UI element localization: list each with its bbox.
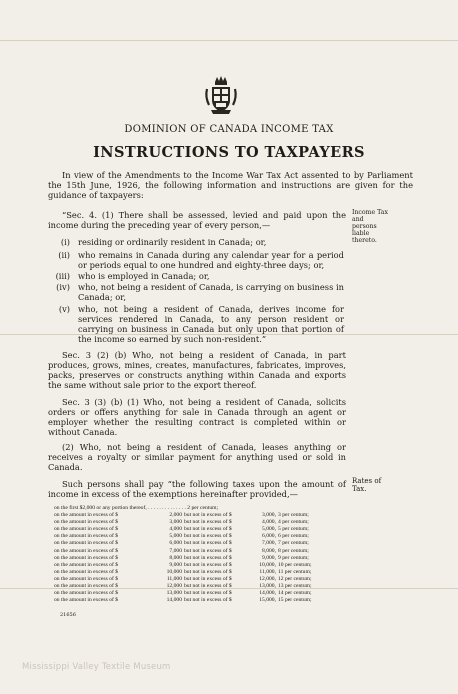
rate-to: 12,000, [259,575,276,582]
rate-from-label: on the amount in excess of $ [54,575,119,582]
rate-mid: but not in excess of $ [184,597,232,604]
margin-note-income-tax: Income Tax and persons liable thereto. [352,209,388,244]
table-row [54,597,354,604]
rate-from: 8,000 [169,554,182,561]
rate-from-label: on the amount in excess of $ [54,561,119,568]
rate-from: 3,000 [169,519,182,526]
fold-line [0,40,458,41]
rate-from-label: on the amount in excess of $ [54,583,119,590]
rate-rate: 12 per centum; [278,575,312,582]
rate-to: 8,000, [262,547,276,554]
rate-from-label: on the amount in excess of $ [54,554,119,561]
rate-from-label: on the amount in excess of $ [54,590,119,597]
rate-mid: but not in excess of $ [184,590,232,597]
rate-to: 13,000, [259,583,276,590]
rate-from: 10,000 [166,568,182,575]
table-row [54,540,354,547]
rate-from: 6,000 [169,540,182,547]
form-code: 21656 [60,612,76,618]
rate-rate: 8 per centum; [278,547,309,554]
rate-mid: but not in excess of $ [184,575,232,582]
dominion-heading: DOMINION OF CANADA INCOME TAX [124,124,334,135]
rate-rate: 5 per centum; [278,526,309,533]
rate-rate: 7 per centum; [278,540,309,547]
rate-from-label: on the amount in excess of $ [54,547,119,554]
taxes-paragraph: Such persons shall pay “the following taxes upon the amount of income in excess of the exemptions hereinafter provided,— [48,479,346,500]
rate-from-label: on the amount in excess of $ [54,533,119,540]
rate-rate: 13 per centum; [278,583,312,590]
rate-from-label: on the amount in excess of $ [54,568,119,575]
rate-from: 4,000 [169,526,182,533]
table-row [54,576,354,583]
rate-mid: but not in excess of $ [184,512,232,519]
rate-to: 14,000, [259,590,276,597]
rate-to: 15,000, [259,597,276,604]
rate-rate: 10 per centum; [278,561,312,568]
rate-mid: but not in excess of $ [184,568,232,575]
rate-mid: but not in excess of $ [184,583,232,590]
rate-to: 7,000, [262,540,276,547]
canada-coat-of-arms-icon [203,75,239,115]
rate-rate: 15 per centum; [278,597,312,604]
rate-mid: but not in excess of $ [184,540,232,547]
margin-note-rates: Rates of Tax. [352,477,382,493]
rate-from: 5,000 [169,533,182,540]
rate-mid: but not in excess of $ [184,554,232,561]
sec3-3b2-paragraph: (2) Who, not being a resident of Canada, leases anything or receives a royalty or similar payment for anything used or sold in Canada. [48,442,346,473]
rate-mid: but not in excess of $ [184,519,232,526]
page-title: INSTRUCTIONS TO TAXPAYERS [93,144,365,161]
rates-first-line: on the first $2,000 or any portion thereof, . . . . . . . . . . . . . . 2 per centum; [54,505,219,511]
rate-from: 2,000 [169,512,182,519]
rate-to: 11,000, [259,568,276,575]
rate-to: 9,000, [262,554,276,561]
rate-to: 6,000, [262,533,276,540]
list-item: (i) residing or ordinarily resident in Canada; or, [60,237,267,247]
rate-mid: but not in excess of $ [184,547,232,554]
rate-rate: 6 per centum; [278,533,309,540]
table-row [54,569,354,576]
rate-from: 12,000 [166,583,182,590]
sec3-3b1-paragraph: Sec. 3 (3) (b) (1) Who, not being a resident of Canada, solicits orders or offers anything for sale in Canada through an agent or employer whether the resulting contract is completed within or without Canada. [48,397,346,438]
list-item: (iii) who is employed in Canada; or, [55,271,210,281]
rate-rate: 11 per centum; [278,568,312,575]
rate-rate: 14 per centum; [278,590,312,597]
list-item: (iv) who, not being a resident of Canada, is carrying on business in Canada; or, [56,282,344,303]
rate-from: 11,000 [166,575,182,582]
rate-from-label: on the amount in excess of $ [54,512,119,519]
sec3-2b-paragraph: Sec. 3 (2) (b) Who, not being a resident of Canada, in part produces, grows, mines, creates, manufactures, fabricates, improves, packs, preserves or constructs anything within Canada and exports the same without sale prior to the export thereof. [48,350,346,391]
rate-rate: 4 per centum; [278,519,309,526]
rate-to: 5,000, [262,526,276,533]
rate-from-label: on the amount in excess of $ [54,519,119,526]
list-item: (v) who, not being a resident of Canada, derives income for services rendered in Canada, to any person resident or carrying on business in Canada but only upon that portion of the income so earned by such non-resident.” [58,304,344,345]
table-row [54,555,354,562]
rate-mid: but not in excess of $ [184,561,232,568]
rate-rate: 3 per centum; [278,512,309,519]
rate-rate: 9 per centum; [278,554,309,561]
rate-mid: but not in excess of $ [184,533,232,540]
rate-from: 14,000 [166,597,182,604]
rate-mid: but not in excess of $ [184,526,232,533]
rates-table [54,505,354,604]
rate-from-label: on the amount in excess of $ [54,597,119,604]
table-row [54,548,354,555]
rate-from-label: on the amount in excess of $ [54,540,119,547]
section4-paragraph: “Sec. 4. (1) There shall be assessed, levied and paid upon the income during the preceding year of every person,— [48,210,346,231]
rate-from: 7,000 [169,547,182,554]
table-row [54,562,354,569]
rate-to: 10,000, [259,561,276,568]
list-item: (ii) who remains in Canada during any calendar year for a period or periods equal to one hundred and eighty-three days; or, [58,250,344,271]
rate-from: 13,000 [166,590,182,597]
rate-from: 9,000 [169,561,182,568]
rate-from-label: on the amount in excess of $ [54,526,119,533]
rate-to: 3,000, [262,512,276,519]
rate-to: 4,000, [262,519,276,526]
intro-paragraph: In view of the Amendments to the Income War Tax Act assented to by Parliament the 15th June, 1926, the following information and instructions are given for the guidance of taxpayers: [48,170,413,201]
watermark: Mississippi Valley Textile Museum [22,662,171,672]
